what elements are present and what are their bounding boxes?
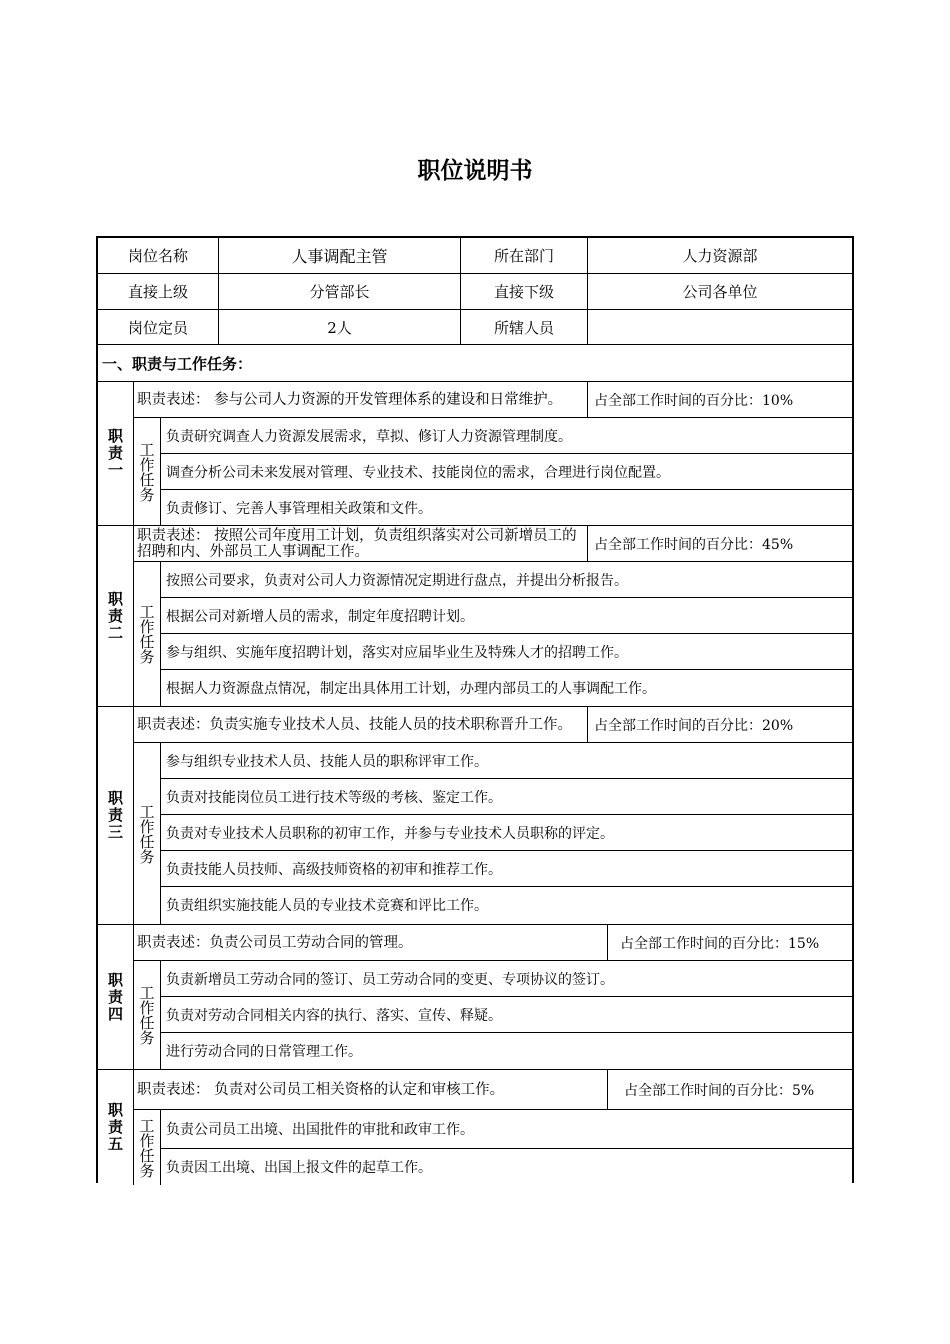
value-direct-superior: 分管部长: [219, 274, 461, 310]
label-department: 所在部门: [461, 238, 588, 274]
duty-description: 职责表述：负责实施专业技术人员、技能人员的技术职称晋升工作。: [134, 707, 588, 743]
duty-block-1: [98, 382, 852, 526]
time-percentage: 占全部工作时间的百分比：15%: [608, 925, 852, 961]
duty-block-4: [98, 925, 852, 1070]
value-staff-managed: [588, 310, 852, 345]
task-item: 按照公司要求，负责对公司人力资源情况定期进行盘点，并提出分析报告。: [161, 562, 852, 598]
task-item: 负责修订、完善人事管理相关政策和文件。: [166, 501, 432, 517]
duty-description: 职责表述：负责公司员工劳动合同的管理。: [134, 925, 608, 961]
value-direct-subordinate: 公司各单位: [588, 274, 852, 310]
duty-block-5: [98, 1070, 852, 1185]
task-item: 负责对专业技术人员职称的初审工作，并参与专业技术人员职称的评定。: [161, 815, 852, 851]
time-percentage: 占全部工作时间的百分比：10%: [588, 382, 852, 418]
time-percentage: 占全部工作时间的百分比：20%: [588, 707, 852, 743]
task-item: 负责公司员工出境、出国批件的审批和政审工作。: [161, 1110, 852, 1149]
section-title: 一、职责与工作任务：: [98, 345, 852, 382]
task-item: 负责因工出境、出国上报文件的起草工作。: [166, 1160, 432, 1176]
duty-label: 职责四: [98, 925, 134, 1069]
task-label: 工作任务: [134, 961, 161, 1069]
task-item: 调查分析公司未来发展对管理、专业技术、技能岗位的需求，合理进行岗位配置。: [161, 454, 852, 490]
task-item: 负责技能人员技师、高级技师资格的初审和推荐工作。: [161, 851, 852, 887]
duty-label: 职责三: [98, 707, 134, 924]
value-department: 人力资源部: [588, 238, 852, 274]
duty-description: 职责表述： 按照公司年度用工计划，负责组织落实对公司新增员工的招聘和内、外部员工人事调配工作。: [134, 526, 588, 562]
label-headcount: 岗位定员: [98, 310, 219, 345]
label-direct-superior: 直接上级: [98, 274, 219, 310]
task-item: 参与组织专业技术人员、技能人员的职称评审工作。: [161, 743, 852, 779]
value-headcount: 2人: [219, 310, 461, 345]
task-item: 根据公司对新增人员的需求，制定年度招聘计划。: [161, 598, 852, 634]
task-label: 工作任务: [134, 743, 161, 924]
label-position-name: 岗位名称: [98, 238, 219, 274]
task-item: 根据人力资源盘点情况，制定出具体用工计划，办理内部员工的人事调配工作。: [166, 681, 656, 697]
task-label: 工作任务: [134, 562, 161, 706]
task-item: 进行劳动合同的日常管理工作。: [166, 1044, 362, 1060]
duty-block-2: [98, 526, 852, 707]
duty-label: 职责一: [98, 382, 134, 525]
duty-label: 职责五: [98, 1070, 134, 1185]
task-item: 负责研究调查人力资源发展需求，草拟、修订人力资源管理制度。: [161, 418, 852, 454]
duty-description: 职责表述： 参与公司人力资源的开发管理体系的建设和日常维护。: [134, 382, 588, 418]
time-percentage: 占全部工作时间的百分比：45%: [588, 526, 852, 562]
task-label: 工作任务: [134, 1110, 161, 1185]
job-description-table: [96, 236, 854, 1183]
label-staff-managed: 所辖人员: [461, 310, 588, 345]
task-item: 负责对技能岗位员工进行技术等级的考核、鉴定工作。: [161, 779, 852, 815]
task-item: 负责对劳动合同相关内容的执行、落实、宣传、释疑。: [161, 997, 852, 1033]
task-item: 负责组织实施技能人员的专业技术竞赛和评比工作。: [166, 898, 488, 914]
page-title: 职位说明书: [417, 158, 533, 184]
duty-label: 职责二: [98, 526, 134, 706]
task-item: 负责新增员工劳动合同的签订、员工劳动合同的变更、专项协议的签订。: [161, 961, 852, 997]
duty-description: 职责表述： 负责对公司员工相关资格的认定和审核工作。: [134, 1070, 608, 1110]
duty-block-3: [98, 707, 852, 925]
time-percentage: 占全部工作时间的百分比：5%: [608, 1070, 852, 1110]
value-position-name: 人事调配主管: [219, 238, 461, 274]
label-direct-subordinate: 直接下级: [461, 274, 588, 310]
task-item: 参与组织、实施年度招聘计划，落实对应届毕业生及特殊人才的招聘工作。: [161, 634, 852, 670]
task-label: 工作任务: [134, 418, 161, 525]
